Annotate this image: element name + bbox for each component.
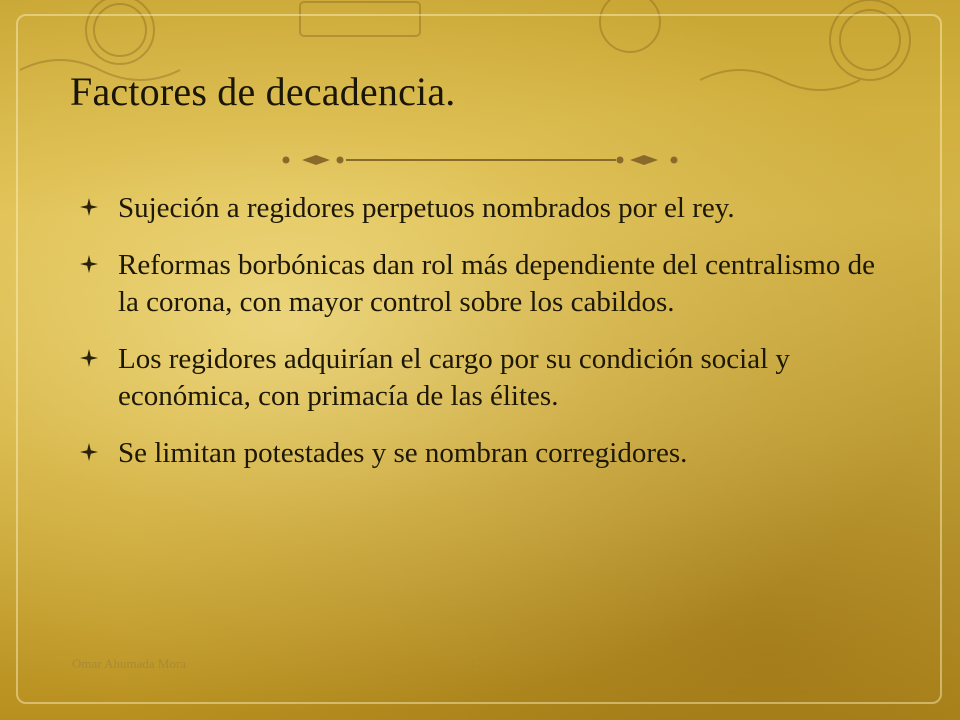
- four-point-star-icon: [80, 349, 98, 367]
- bullet-text: Sujeción a regidores perpetuos nombrados por el rey.: [118, 192, 735, 224]
- footer-author: Omar Ahumada Mora: [72, 656, 187, 671]
- bullet-item: [80, 341, 880, 415]
- footer-page-number: 12: [470, 656, 483, 671]
- bullet-item: [80, 435, 880, 472]
- bullet-item: [80, 190, 880, 227]
- four-point-star-icon: [80, 443, 98, 461]
- bullet-text: Reformas borbónicas dan rol más dependiente del centralismo de la corona, con mayor control sobre los cabildos.: [118, 249, 875, 318]
- bullet-text: Se limitan potestades y se nombran corregidores.: [118, 437, 688, 469]
- bullet-item: [80, 247, 880, 321]
- bullet-text: Los regidores adquirían el cargo por su condición social y económica, con primacía de las élites.: [118, 343, 790, 412]
- four-point-star-icon: [80, 255, 98, 273]
- bullet-list: [80, 190, 880, 492]
- four-point-star-icon: [80, 198, 98, 216]
- slide-title: Factores de decadencia.: [70, 69, 456, 114]
- ornamental-divider: [280, 148, 680, 172]
